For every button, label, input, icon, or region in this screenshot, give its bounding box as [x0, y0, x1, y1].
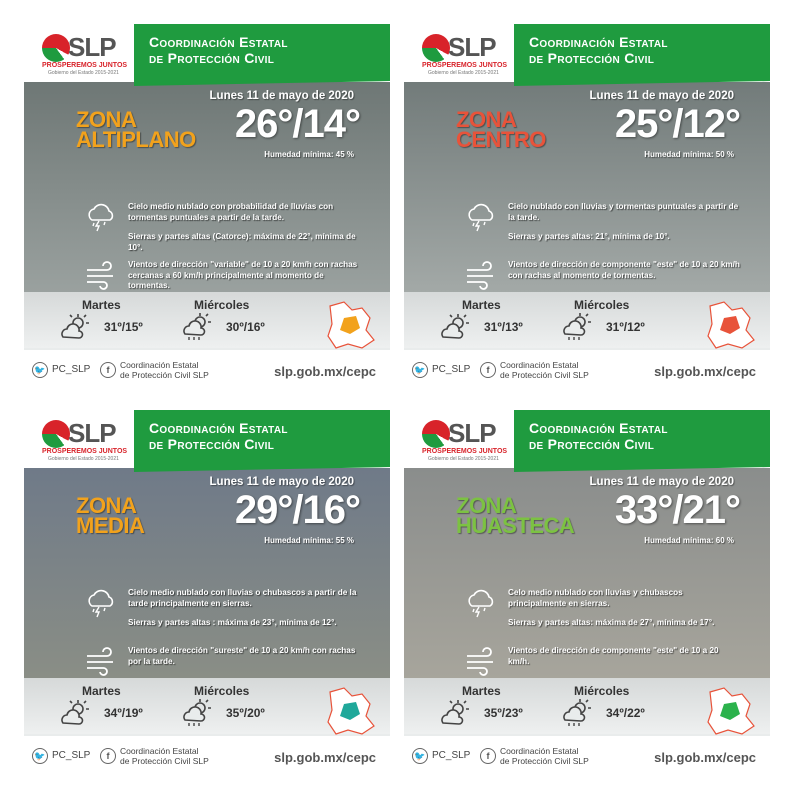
cloud-storm-icon — [464, 588, 498, 618]
zone-name — [76, 493, 145, 538]
highlands-description: Sierras y partes altas: 21°, mínima de 10°. — [508, 232, 670, 241]
slp-logo — [422, 32, 522, 78]
wind-description: Vientos de dirección de componente "este" de 10 a 20 km/h con rachas al momento de tormentas. — [508, 260, 740, 280]
day1-temperature: 31º/13º — [484, 320, 523, 334]
day2-label: Miércoles — [574, 684, 630, 698]
logo-government: Gobierno del Estado 2015-2021 — [428, 456, 499, 462]
day1-temperature: 34º/19º — [104, 706, 143, 720]
footer — [404, 350, 770, 390]
facebook-org-line-2: de Protección Civil SLP — [120, 370, 209, 380]
highlands-description: Sierras y partes altas : máxima de 23°, mínima de 12°. — [128, 618, 337, 627]
twitter-icon[interactable]: 🐦 — [412, 748, 428, 764]
footer — [24, 350, 390, 390]
day2-label: Miércoles — [194, 298, 250, 312]
state-map-icon — [322, 300, 378, 352]
logo-text: SLP — [68, 32, 116, 62]
sky-description: Cielo nublado con lluvias y tormentas puntuales a partir de la tarde. — [508, 202, 739, 222]
slp-logo-mark — [422, 420, 450, 448]
day1-label: Martes — [82, 298, 121, 312]
wind-icon — [84, 646, 118, 676]
zone-name — [456, 107, 546, 152]
weather-area — [404, 82, 770, 292]
partly-cloudy-icon — [58, 312, 92, 342]
twitter-icon[interactable]: 🐦 — [32, 748, 48, 764]
logo-slogan: PROSPEREMOS JUNTOS — [422, 448, 508, 455]
organization-title — [149, 34, 288, 66]
temperature-range: 29°/16° — [234, 488, 360, 532]
minimum-humidity: Humedad mínima: 45 % — [264, 150, 354, 159]
footer — [24, 736, 390, 776]
partly-cloudy-rain-icon — [560, 698, 594, 728]
org-line-2: de Protección Civil — [529, 436, 655, 452]
partly-cloudy-icon — [58, 698, 92, 728]
partly-cloudy-rain-icon — [560, 312, 594, 342]
partly-cloudy-icon — [438, 312, 472, 342]
sky-description: Cielo medio nublado con lluvias o chubascos a partir de la tarde principalmente en sierras. — [128, 588, 357, 608]
logo-slogan: PROSPEREMOS JUNTOS — [422, 62, 508, 69]
slp-logo — [42, 32, 142, 78]
day2-temperature: 31º/12º — [606, 320, 645, 334]
sky-description: Celo medio nublado con lluvias y chubascos principalmente en sierras. — [508, 588, 683, 608]
facebook-icon[interactable]: f — [480, 362, 496, 378]
website-link[interactable]: slp.gob.mx/cepc — [274, 364, 376, 379]
day2-label: Miércoles — [194, 684, 250, 698]
facebook-organization[interactable] — [500, 360, 589, 380]
twitter-handle[interactable]: PC_SLP — [432, 364, 471, 375]
facebook-org-line-1: Coordinación Estatal — [120, 360, 199, 370]
twitter-icon[interactable]: 🐦 — [32, 362, 48, 378]
header — [404, 24, 770, 82]
zone-line-2: ALTIPLANO — [76, 127, 196, 152]
state-map-icon — [702, 300, 758, 352]
organization-title — [529, 420, 668, 452]
day1-label: Martes — [462, 684, 501, 698]
zone-forecast-card-1 — [24, 24, 390, 390]
facebook-organization[interactable] — [120, 360, 209, 380]
minimum-humidity: Humedad mínima: 50 % — [644, 150, 734, 159]
logo-slogan: PROSPEREMOS JUNTOS — [42, 62, 128, 69]
zone-line-2: MEDIA — [76, 513, 145, 538]
day1-label: Martes — [462, 298, 501, 312]
zone-name — [456, 493, 575, 538]
logo-text: SLP — [68, 418, 116, 448]
zone-name — [76, 107, 196, 152]
facebook-org-line-2: de Protección Civil SLP — [500, 370, 589, 380]
org-line-2: de Protección Civil — [149, 436, 275, 452]
org-line-1: Coordinación Estatal — [529, 34, 668, 50]
highlands-description: Sierras y partes altas (Catorce): máxima de 22°, mínima de 10°. — [128, 232, 356, 252]
twitter-handle[interactable]: PC_SLP — [52, 364, 91, 375]
day2-temperature: 30º/16º — [226, 320, 265, 334]
wind-icon — [464, 260, 498, 290]
weather-area — [24, 468, 390, 678]
cloud-storm-icon — [84, 202, 118, 232]
organization-title — [149, 420, 288, 452]
zone-line-1: ZONA — [456, 107, 517, 132]
weather-area — [404, 468, 770, 678]
header — [24, 410, 390, 468]
facebook-org-line-2: de Protección Civil SLP — [500, 756, 589, 766]
forecast-date: Lunes 11 de mayo de 2020 — [209, 476, 354, 488]
logo-government: Gobierno del Estado 2015-2021 — [48, 70, 119, 76]
header — [404, 410, 770, 468]
zone-line-2: HUASTECA — [456, 513, 575, 538]
slp-logo — [422, 418, 522, 464]
partly-cloudy-rain-icon — [180, 312, 214, 342]
minimum-humidity: Humedad mínima: 55 % — [264, 536, 354, 545]
day2-temperature: 34º/22º — [606, 706, 645, 720]
temperature-range: 25°/12° — [614, 102, 740, 146]
day1-temperature: 35º/23º — [484, 706, 523, 720]
highlands-description: Sierras y partes altas: máxima de 27°, mínima de 17°. — [508, 618, 715, 627]
facebook-icon[interactable]: f — [480, 748, 496, 764]
sky-description: Cielo medio nublado con probabilidad de lluvias con tormentas puntuales a partir de la tarde. — [128, 202, 334, 222]
zone-forecast-card-3 — [24, 410, 390, 776]
facebook-icon[interactable]: f — [100, 748, 116, 764]
facebook-organization[interactable] — [500, 746, 589, 766]
facebook-organization[interactable] — [120, 746, 209, 766]
twitter-handle[interactable]: PC_SLP — [52, 750, 91, 761]
org-line-2: de Protección Civil — [149, 50, 275, 66]
zone-forecast-card-4 — [404, 410, 770, 776]
state-map-icon — [702, 686, 758, 738]
logo-slogan: PROSPEREMOS JUNTOS — [42, 448, 128, 455]
wind-description: Vientos de dirección de componente "este" de 10 a 20 km/h. — [508, 646, 719, 666]
forecast-date: Lunes 11 de mayo de 2020 — [589, 476, 734, 488]
cloud-storm-icon — [464, 202, 498, 232]
zone-line-1: ZONA — [76, 107, 137, 132]
day2-temperature: 35º/20º — [226, 706, 265, 720]
organization-title — [529, 34, 668, 66]
partly-cloudy-icon — [438, 698, 472, 728]
website-link[interactable]: slp.gob.mx/cepc — [274, 750, 376, 765]
day2-label: Miércoles — [574, 298, 630, 312]
temperature-range: 26°/14° — [234, 102, 360, 146]
wind-icon — [464, 646, 498, 676]
org-line-1: Coordinación Estatal — [149, 420, 288, 436]
day1-label: Martes — [82, 684, 121, 698]
zone-line-1: ZONA — [76, 493, 137, 518]
org-line-2: de Protección Civil — [529, 50, 655, 66]
facebook-org-line-1: Coordinación Estatal — [120, 746, 199, 756]
slp-logo-mark — [42, 34, 70, 62]
forecast-date: Lunes 11 de mayo de 2020 — [589, 90, 734, 102]
state-map-icon — [322, 686, 378, 738]
weather-area — [24, 82, 390, 292]
zone-line-2: CENTRO — [456, 127, 546, 152]
facebook-org-line-1: Coordinación Estatal — [500, 746, 579, 756]
website-link[interactable]: slp.gob.mx/cepc — [654, 750, 756, 765]
zone-forecast-card-2 — [404, 24, 770, 390]
twitter-icon[interactable]: 🐦 — [412, 362, 428, 378]
org-line-1: Coordinación Estatal — [529, 420, 668, 436]
wind-description: Vientos de dirección "variable" de 10 a 20 km/h con rachas cercanas a 60 km/h principalmente al momento de tormentas. — [128, 260, 358, 290]
wind-description: Vientos de dirección "sureste" de 10 a 20 km/h con rachas por la tarde. — [128, 646, 356, 666]
facebook-icon[interactable]: f — [100, 362, 116, 378]
wind-icon — [84, 260, 118, 290]
twitter-handle[interactable]: PC_SLP — [432, 750, 471, 761]
header — [24, 24, 390, 82]
forecast-date: Lunes 11 de mayo de 2020 — [209, 90, 354, 102]
zone-line-1: ZONA — [456, 493, 517, 518]
facebook-org-line-1: Coordinación Estatal — [500, 360, 579, 370]
footer — [404, 736, 770, 776]
logo-text: SLP — [448, 32, 496, 62]
facebook-org-line-2: de Protección Civil SLP — [120, 756, 209, 766]
cloud-storm-icon — [84, 588, 118, 618]
minimum-humidity: Humedad mínima: 60 % — [644, 536, 734, 545]
day1-temperature: 31º/15º — [104, 320, 143, 334]
partly-cloudy-rain-icon — [180, 698, 214, 728]
temperature-range: 33°/21° — [614, 488, 740, 532]
logo-text: SLP — [448, 418, 496, 448]
logo-government: Gobierno del Estado 2015-2021 — [48, 456, 119, 462]
slp-logo-mark — [422, 34, 450, 62]
org-line-1: Coordinación Estatal — [149, 34, 288, 50]
logo-government: Gobierno del Estado 2015-2021 — [428, 70, 499, 76]
slp-logo-mark — [42, 420, 70, 448]
slp-logo — [42, 418, 142, 464]
website-link[interactable]: slp.gob.mx/cepc — [654, 364, 756, 379]
